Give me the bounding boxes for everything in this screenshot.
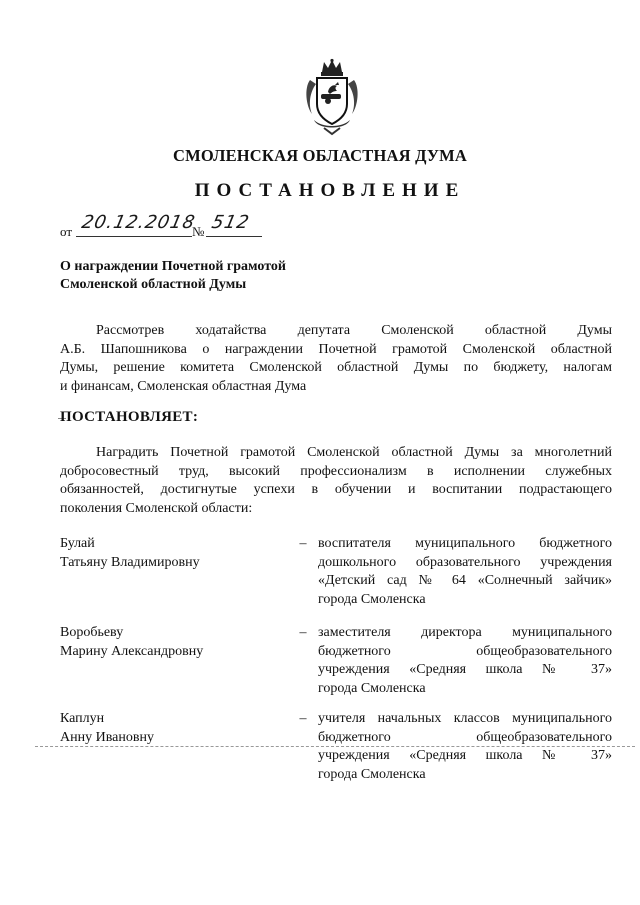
awardee-name — [60, 624, 290, 661]
preamble-line: А.Б. Шапошникова о награждении Почетной грамотой Смоленской областной — [60, 341, 612, 357]
awardee-position — [318, 624, 612, 698]
handwritten-date: 20.12.2018 — [79, 212, 198, 233]
awardee-surname: Булай — [60, 536, 95, 551]
decision-line: добросовестный труд, высокий профессионализм в исполнении служебных — [60, 463, 612, 479]
date-from-label: от — [60, 224, 73, 239]
awardee-surname: Каплун — [60, 711, 105, 726]
document-type: ПОСТАНОВЛЕНИЕ — [194, 180, 466, 201]
preamble-line: Рассмотрев ходатайства депутата Смоленской областной Думы — [96, 323, 612, 338]
awardee-position — [318, 710, 612, 784]
position-line: города Смоленска — [318, 766, 426, 782]
number-label: № — [192, 224, 205, 239]
decision-line: обязанностей, достигнутые успехи в обучении и воспитании подрастающего — [60, 482, 612, 497]
date-underline — [76, 236, 192, 237]
position-line: воспитателя муниципального бюджетного — [318, 536, 612, 551]
position-line: учреждения «Средняя школа № 37» — [318, 748, 612, 763]
coat-of-arms-icon — [302, 58, 362, 136]
awardee-given-names: Анну Ивановну — [60, 729, 154, 745]
document-subject — [60, 258, 360, 294]
awardee-name — [60, 535, 290, 572]
organization-name: СМОЛЕНСКАЯ ОБЛАСТНАЯ ДУМА — [172, 146, 468, 165]
position-line: заместителя директора муниципального — [318, 625, 612, 640]
preamble-line: Думы, решение комитета Смоленской областной Думы по бюджету, налогам — [60, 360, 612, 375]
position-line: города Смоленска — [318, 680, 426, 696]
subject-line: Смоленской областной Думы — [60, 277, 247, 292]
entry-dash: – — [299, 711, 307, 726]
position-line: учреждения «Средняя школа № 37» — [318, 662, 612, 677]
subject-line: О награждении Почетной грамотой — [60, 259, 286, 274]
position-line: города Смоленска — [318, 591, 426, 607]
position-line: учителя начальных классов муниципального — [318, 711, 612, 726]
position-line: бюджетного общеобразовательного — [318, 729, 612, 745]
decision-paragraph — [60, 444, 612, 518]
awardee-position — [318, 535, 612, 609]
number-underline — [206, 236, 262, 237]
entry-dash: – — [299, 625, 307, 640]
decision-line: поколения Смоленской области: — [60, 500, 253, 516]
position-line: «Детский сад № 64 «Солнечный зайчик» — [318, 573, 612, 588]
awardee-given-names: Марину Александровну — [60, 643, 204, 659]
position-line: бюджетного общеобразовательного — [318, 643, 612, 659]
position-line: дошкольного образовательного учреждения — [318, 554, 612, 570]
entry-dash: – — [299, 536, 307, 551]
resolves-heading: ПОСТАНОВЛЯЕТ: — [60, 409, 199, 425]
preamble-paragraph — [60, 322, 612, 396]
decision-line: Наградить Почетной грамотой Смоленской областной Думы за многолетний — [96, 445, 612, 460]
handwritten-number: 512 — [209, 212, 252, 233]
awardee-surname: Воробьеву — [60, 625, 124, 640]
awardee-given-names: Татьяну Владимировну — [60, 554, 200, 570]
preamble-line: и финансам, Смоленская областная Дума — [60, 378, 307, 394]
awardee-name — [60, 710, 290, 747]
